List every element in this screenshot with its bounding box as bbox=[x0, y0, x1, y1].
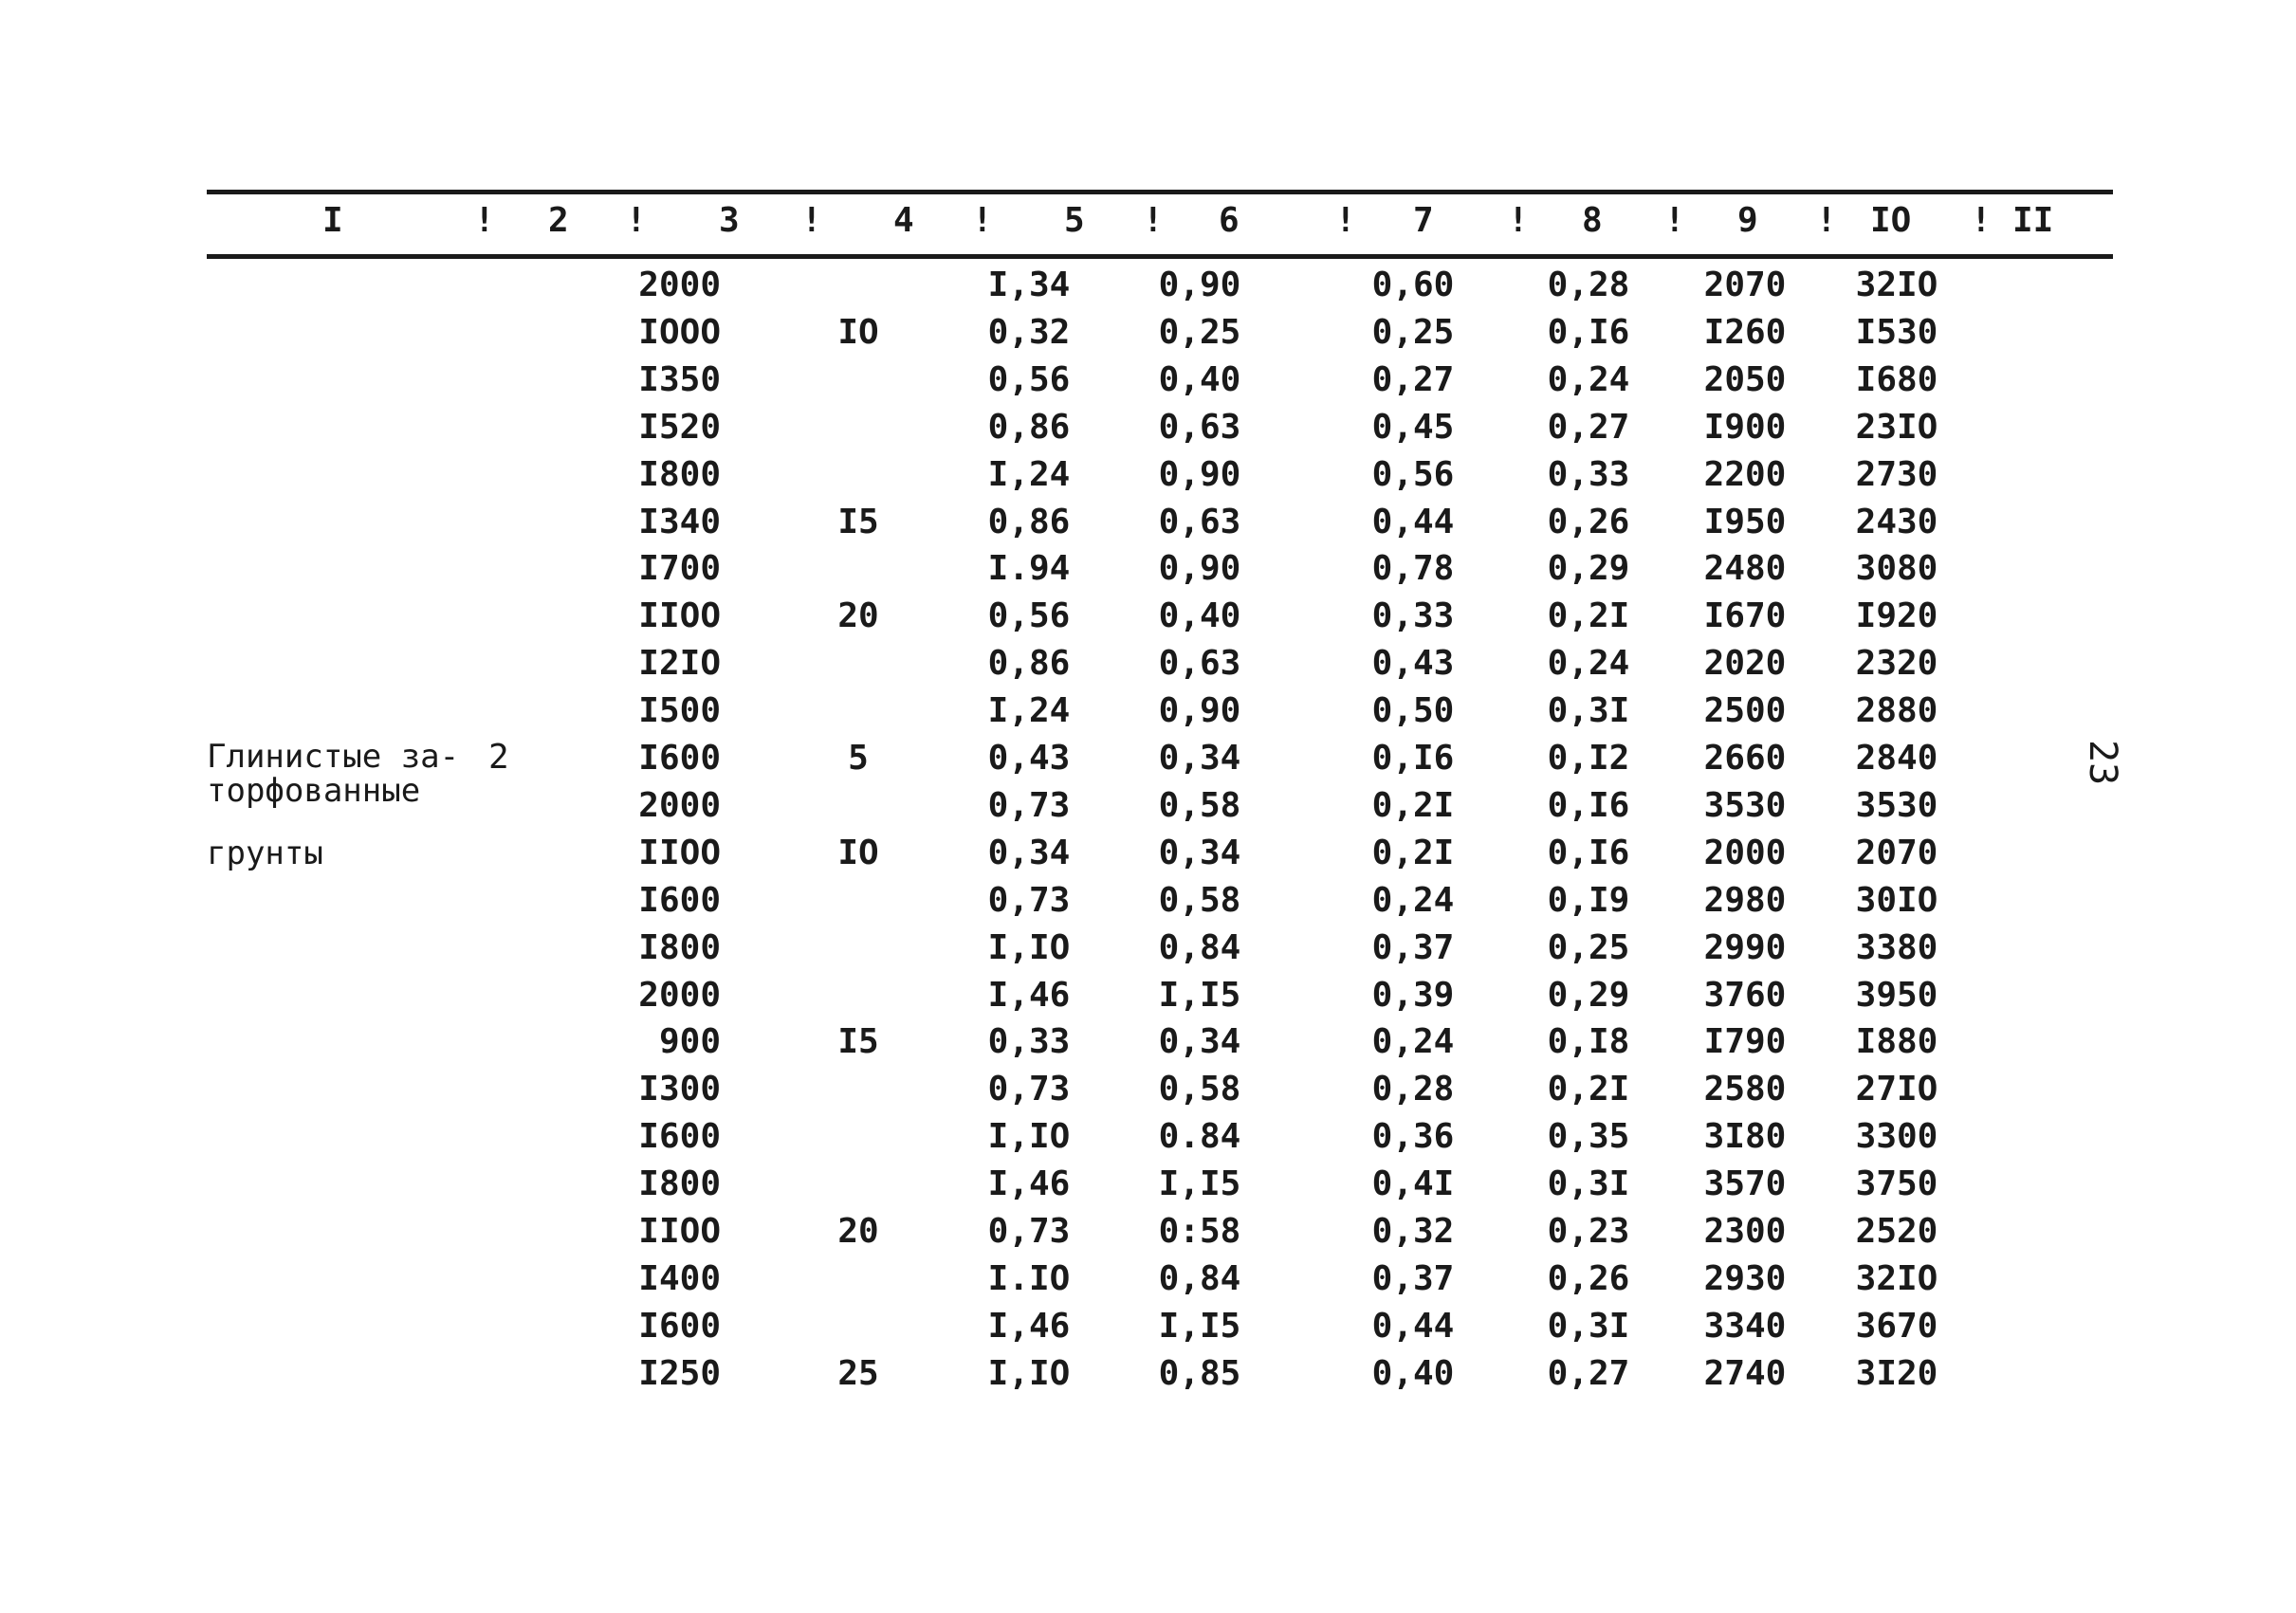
table-cell-c8: 0,2I bbox=[1547, 1070, 1630, 1109]
table-cell-c7: 0,39 bbox=[1371, 975, 1455, 1015]
table-cell-c6: 0:58 bbox=[1158, 1212, 1241, 1251]
table-cell-c3: I800 bbox=[638, 1164, 721, 1204]
table-row bbox=[0, 786, 2296, 834]
table-cell-c9: 3530 bbox=[1703, 785, 1787, 825]
table-cell-c6: 0,34 bbox=[1158, 1022, 1241, 1062]
table-cell-c6: 0,84 bbox=[1158, 1258, 1241, 1298]
table-cell-c8: 0,I8 bbox=[1547, 1022, 1630, 1062]
table-row bbox=[0, 739, 2296, 786]
table-cell-c9: 2200 bbox=[1703, 454, 1787, 494]
table-cell-c10: I530 bbox=[1855, 312, 1938, 352]
table-cell-c9: 2070 bbox=[1703, 266, 1787, 304]
table-cell-c6: 0,63 bbox=[1158, 644, 1241, 684]
table-cell-c10: 2730 bbox=[1855, 454, 1938, 494]
table-cell-c7: 0,50 bbox=[1371, 691, 1455, 731]
table-cell-c10: 3950 bbox=[1855, 975, 1938, 1015]
table-cell-c7: 0,45 bbox=[1371, 407, 1455, 447]
table-cell-c6: 0,63 bbox=[1158, 502, 1241, 541]
table-cell-c10: I680 bbox=[1855, 359, 1938, 399]
table-cell-c8: 0,26 bbox=[1547, 1258, 1630, 1298]
table-cell-c8: 0,28 bbox=[1547, 266, 1630, 304]
table-cell-c6: 0,58 bbox=[1158, 880, 1241, 920]
table-row bbox=[0, 408, 2296, 455]
table-cell-c10: 2840 bbox=[1855, 739, 1938, 778]
header-col-11: II bbox=[2012, 201, 2054, 240]
table-cell-c10: 30IO bbox=[1855, 880, 1938, 920]
table-cell-c3: I800 bbox=[638, 927, 721, 967]
table-row bbox=[0, 1164, 2296, 1212]
table-cell-c8: 0,23 bbox=[1547, 1212, 1630, 1251]
header-separator: ! bbox=[626, 201, 647, 240]
table-cell-c3: IOOO bbox=[638, 312, 721, 352]
table-cell-c10: 3380 bbox=[1855, 927, 1938, 967]
table-row bbox=[0, 313, 2296, 360]
table-row bbox=[0, 976, 2296, 1023]
header-separator: ! bbox=[474, 201, 495, 240]
table-cell-c7: 0,40 bbox=[1371, 1353, 1455, 1393]
soil-col2-value: 2 bbox=[488, 738, 509, 777]
table-cell-c5: 0,43 bbox=[987, 739, 1071, 778]
table-cell-c4: IO bbox=[837, 833, 879, 872]
table-cell-c10: 32IO bbox=[1855, 266, 1938, 304]
table-cell-c9: 2930 bbox=[1703, 1258, 1787, 1298]
table-cell-c9: I260 bbox=[1703, 312, 1787, 352]
table-cell-c6: 0,25 bbox=[1158, 312, 1241, 352]
table-cell-c10: 27IO bbox=[1855, 1070, 1938, 1109]
table-cell-c7: 0,I6 bbox=[1371, 739, 1455, 778]
header-separator: ! bbox=[1143, 201, 1164, 240]
table-row bbox=[0, 503, 2296, 550]
table-cell-c5: 0,86 bbox=[987, 644, 1071, 684]
table-row bbox=[0, 1259, 2296, 1307]
table-cell-c5: I.IO bbox=[987, 1258, 1071, 1298]
table-cell-c5: I,34 bbox=[987, 266, 1071, 304]
table-cell-c8: 0,I6 bbox=[1547, 312, 1630, 352]
header-separator: ! bbox=[1816, 201, 1837, 240]
table-cell-c3: 2000 bbox=[638, 785, 721, 825]
table-cell-c6: 0,90 bbox=[1158, 266, 1241, 304]
table-row bbox=[0, 834, 2296, 881]
table-cell-c5: 0,86 bbox=[987, 502, 1071, 541]
table-cell-c9: 2050 bbox=[1703, 359, 1787, 399]
table-cell-c7: 0,2I bbox=[1371, 833, 1455, 872]
table-cell-c5: I.94 bbox=[987, 549, 1071, 589]
table-cell-c10: 3530 bbox=[1855, 785, 1938, 825]
table-cell-c8: 0,35 bbox=[1547, 1117, 1630, 1157]
table-cell-c9: 2740 bbox=[1703, 1353, 1787, 1393]
table-row bbox=[0, 549, 2296, 596]
table-cell-c7: 0,60 bbox=[1371, 266, 1455, 304]
header-col-6: 6 bbox=[1219, 201, 1240, 240]
table-cell-c3: 2000 bbox=[638, 975, 721, 1015]
table-cell-c3: I700 bbox=[638, 549, 721, 589]
table-cell-c7: 0,56 bbox=[1371, 454, 1455, 494]
table-cell-c10: 3080 bbox=[1855, 549, 1938, 589]
table-cell-c6: 0,40 bbox=[1158, 359, 1241, 399]
header-separator: ! bbox=[1664, 201, 1685, 240]
table-row bbox=[0, 1354, 2296, 1402]
table-row bbox=[0, 266, 2296, 313]
table-cell-c9: 3340 bbox=[1703, 1306, 1787, 1346]
table-cell-c9: 2660 bbox=[1703, 739, 1787, 778]
table-cell-c6: 0,90 bbox=[1158, 454, 1241, 494]
table-cell-c7: 0,78 bbox=[1371, 549, 1455, 589]
table-cell-c8: 0,3I bbox=[1547, 691, 1630, 731]
table-header bbox=[0, 201, 2296, 247]
table-row bbox=[0, 1117, 2296, 1164]
table-cell-c3: I250 bbox=[638, 1353, 721, 1393]
table-cell-c5: 0,73 bbox=[987, 1212, 1071, 1251]
table-cell-c7: 0,33 bbox=[1371, 596, 1455, 636]
table-cell-c3: IIOO bbox=[638, 1212, 721, 1251]
table-cell-c10: 3300 bbox=[1855, 1117, 1938, 1157]
table-cell-c3: I600 bbox=[638, 1306, 721, 1346]
table-cell-c8: 0,3I bbox=[1547, 1164, 1630, 1204]
table-cell-c10: I880 bbox=[1855, 1022, 1938, 1062]
table-cell-c4: 5 bbox=[848, 739, 869, 778]
table-cell-c9: I900 bbox=[1703, 407, 1787, 447]
table-row bbox=[0, 928, 2296, 976]
table-cell-c5: 0,86 bbox=[987, 407, 1071, 447]
table-cell-c9: 2580 bbox=[1703, 1070, 1787, 1109]
table-cell-c6: 0,58 bbox=[1158, 785, 1241, 825]
table-top-rule bbox=[207, 190, 2113, 194]
table-cell-c3: I520 bbox=[638, 407, 721, 447]
table-cell-c3: IIOO bbox=[638, 596, 721, 636]
table-cell-c7: 0,43 bbox=[1371, 644, 1455, 684]
table-cell-c3: I500 bbox=[638, 691, 721, 731]
table-cell-c5: 0,56 bbox=[987, 596, 1071, 636]
table-cell-c10: 3I20 bbox=[1855, 1353, 1938, 1393]
table-cell-c3: I340 bbox=[638, 502, 721, 541]
table-cell-c9: 2980 bbox=[1703, 880, 1787, 920]
header-col-9: 9 bbox=[1737, 201, 1758, 240]
table-cell-c3: I600 bbox=[638, 739, 721, 778]
table-cell-c9: 3760 bbox=[1703, 975, 1787, 1015]
table-row bbox=[0, 691, 2296, 739]
table-cell-c5: I,IO bbox=[987, 927, 1071, 967]
table-cell-c7: 0,24 bbox=[1371, 1022, 1455, 1062]
table-cell-c8: 0,25 bbox=[1547, 927, 1630, 967]
table-cell-c10: 23IO bbox=[1855, 407, 1938, 447]
table-cell-c9: I670 bbox=[1703, 596, 1787, 636]
table-cell-c6: 0,90 bbox=[1158, 691, 1241, 731]
table-cell-c3: 2000 bbox=[638, 266, 721, 304]
table-row bbox=[0, 455, 2296, 503]
table-cell-c3: 900 bbox=[658, 1022, 721, 1062]
table-cell-c7: 0,28 bbox=[1371, 1070, 1455, 1109]
table-cell-c4: 20 bbox=[837, 596, 879, 636]
table-cell-c6: 0.84 bbox=[1158, 1117, 1241, 1157]
table-cell-c5: 0,73 bbox=[987, 1070, 1071, 1109]
table-cell-c10: 3670 bbox=[1855, 1306, 1938, 1346]
table-cell-c5: I,IO bbox=[987, 1353, 1071, 1393]
table-cell-c3: I600 bbox=[638, 880, 721, 920]
header-col-8: 8 bbox=[1582, 201, 1603, 240]
table-cell-c10: 2520 bbox=[1855, 1212, 1938, 1251]
table-cell-c4: 20 bbox=[837, 1212, 879, 1251]
table-cell-c6: 0,84 bbox=[1158, 927, 1241, 967]
soil-type-label-line3: грунты bbox=[207, 834, 323, 872]
table-cell-c3: I2IO bbox=[638, 644, 721, 684]
table-cell-c3: I800 bbox=[638, 454, 721, 494]
table-cell-c5: I,24 bbox=[987, 454, 1071, 494]
header-col-5: 5 bbox=[1064, 201, 1085, 240]
header-col-1: I bbox=[322, 201, 343, 240]
table-cell-c8: 0,24 bbox=[1547, 644, 1630, 684]
table-cell-c5: I,46 bbox=[987, 1306, 1071, 1346]
table-cell-c9: 2300 bbox=[1703, 1212, 1787, 1251]
table-row bbox=[0, 1212, 2296, 1259]
table-cell-c5: I,24 bbox=[987, 691, 1071, 731]
header-separator: ! bbox=[801, 201, 822, 240]
table-cell-c5: 0,33 bbox=[987, 1022, 1071, 1062]
table-cell-c9: 2990 bbox=[1703, 927, 1787, 967]
soil-type-label-line1: Глинистые за- bbox=[207, 738, 460, 776]
table-cell-c3: I300 bbox=[638, 1070, 721, 1109]
table-cell-c6: 0,34 bbox=[1158, 739, 1241, 778]
table-cell-c4: I5 bbox=[837, 1022, 879, 1062]
header-col-3: 3 bbox=[719, 201, 740, 240]
table-cell-c3: I600 bbox=[638, 1117, 721, 1157]
table-cell-c6: 0,58 bbox=[1158, 1070, 1241, 1109]
table-cell-c8: 0,3I bbox=[1547, 1306, 1630, 1346]
table-cell-c8: 0,26 bbox=[1547, 502, 1630, 541]
table-cell-c8: 0,33 bbox=[1547, 454, 1630, 494]
table-cell-c7: 0,27 bbox=[1371, 359, 1455, 399]
table-row bbox=[0, 596, 2296, 644]
table-cell-c6: I,I5 bbox=[1158, 1306, 1241, 1346]
table-cell-c6: 0,40 bbox=[1158, 596, 1241, 636]
table-cell-c6: 0,90 bbox=[1158, 549, 1241, 589]
table-row bbox=[0, 1022, 2296, 1070]
table-cell-c9: 3570 bbox=[1703, 1164, 1787, 1204]
table-cell-c10: I920 bbox=[1855, 596, 1938, 636]
table-cell-c7: 0,44 bbox=[1371, 502, 1455, 541]
table-row bbox=[0, 1307, 2296, 1354]
table-cell-c8: 0,27 bbox=[1547, 1353, 1630, 1393]
table-cell-c6: 0,85 bbox=[1158, 1353, 1241, 1393]
table-cell-c10: 3750 bbox=[1855, 1164, 1938, 1204]
table-cell-c7: 0,36 bbox=[1371, 1117, 1455, 1157]
table-cell-c4: 25 bbox=[837, 1353, 879, 1393]
table-cell-c9: 2000 bbox=[1703, 833, 1787, 872]
table-cell-c8: 0,2I bbox=[1547, 596, 1630, 636]
table-cell-c9: 2020 bbox=[1703, 644, 1787, 684]
header-separator: ! bbox=[1971, 201, 1992, 240]
table-cell-c5: 0,56 bbox=[987, 359, 1071, 399]
table-cell-c7: 0,32 bbox=[1371, 1212, 1455, 1251]
table-cell-c5: 0,34 bbox=[987, 833, 1071, 872]
table-cell-c3: I350 bbox=[638, 359, 721, 399]
table-cell-c8: 0,29 bbox=[1547, 549, 1630, 589]
table-cell-c6: I,I5 bbox=[1158, 1164, 1241, 1204]
header-separator: ! bbox=[972, 201, 993, 240]
table-cell-c9: 3I80 bbox=[1703, 1117, 1787, 1157]
table-cell-c5: 0,73 bbox=[987, 880, 1071, 920]
table-cell-c3: I400 bbox=[638, 1258, 721, 1298]
header-separator: ! bbox=[1335, 201, 1356, 240]
page-number: 23 bbox=[2081, 740, 2124, 786]
header-col-7: 7 bbox=[1413, 201, 1434, 240]
table-cell-c10: 2320 bbox=[1855, 644, 1938, 684]
table-cell-c7: 0,25 bbox=[1371, 312, 1455, 352]
table-cell-c5: 0,73 bbox=[987, 785, 1071, 825]
table-cell-c5: 0,32 bbox=[987, 312, 1071, 352]
table-cell-c9: 2480 bbox=[1703, 549, 1787, 589]
table-cell-c10: 2880 bbox=[1855, 691, 1938, 731]
table-cell-c9: I790 bbox=[1703, 1022, 1787, 1062]
table-cell-c7: 0,24 bbox=[1371, 880, 1455, 920]
table-cell-c7: 0,2I bbox=[1371, 785, 1455, 825]
table-cell-c8: 0,I6 bbox=[1547, 785, 1630, 825]
table-row bbox=[0, 881, 2296, 928]
table-row bbox=[0, 1070, 2296, 1117]
table-row bbox=[0, 360, 2296, 408]
table-cell-c8: 0,29 bbox=[1547, 975, 1630, 1015]
table-cell-c9: I950 bbox=[1703, 502, 1787, 541]
table-cell-c7: 0,4I bbox=[1371, 1164, 1455, 1204]
table-cell-c7: 0,37 bbox=[1371, 927, 1455, 967]
table-cell-c8: 0,I2 bbox=[1547, 739, 1630, 778]
header-col-2: 2 bbox=[548, 201, 569, 240]
table-cell-c5: I,46 bbox=[987, 1164, 1071, 1204]
header-col-10: IO bbox=[1870, 201, 1912, 240]
table-cell-c6: I,I5 bbox=[1158, 975, 1241, 1015]
table-cell-c5: I,IO bbox=[987, 1117, 1071, 1157]
table-cell-c8: 0,27 bbox=[1547, 407, 1630, 447]
table-header-rule bbox=[207, 254, 2113, 259]
table-cell-c10: 2070 bbox=[1855, 833, 1938, 872]
table-cell-c7: 0,44 bbox=[1371, 1306, 1455, 1346]
header-col-4: 4 bbox=[893, 201, 914, 240]
table-cell-c6: 0,34 bbox=[1158, 833, 1241, 872]
table-cell-c8: 0,I6 bbox=[1547, 833, 1630, 872]
table-cell-c4: I5 bbox=[837, 502, 879, 541]
table-cell-c4: IO bbox=[837, 312, 879, 352]
table-cell-c6: 0,63 bbox=[1158, 407, 1241, 447]
table-cell-c5: I,46 bbox=[987, 975, 1071, 1015]
table-cell-c3: IIOO bbox=[638, 833, 721, 872]
table-cell-c8: 0,I9 bbox=[1547, 880, 1630, 920]
soil-type-label-line2: торфованные bbox=[207, 772, 421, 810]
header-separator: ! bbox=[1508, 201, 1529, 240]
table-row bbox=[0, 644, 2296, 691]
table-cell-c7: 0,37 bbox=[1371, 1258, 1455, 1298]
table-cell-c8: 0,24 bbox=[1547, 359, 1630, 399]
table-cell-c9: 2500 bbox=[1703, 691, 1787, 731]
table-cell-c10: 32IO bbox=[1855, 1258, 1938, 1298]
table-cell-c10: 2430 bbox=[1855, 502, 1938, 541]
